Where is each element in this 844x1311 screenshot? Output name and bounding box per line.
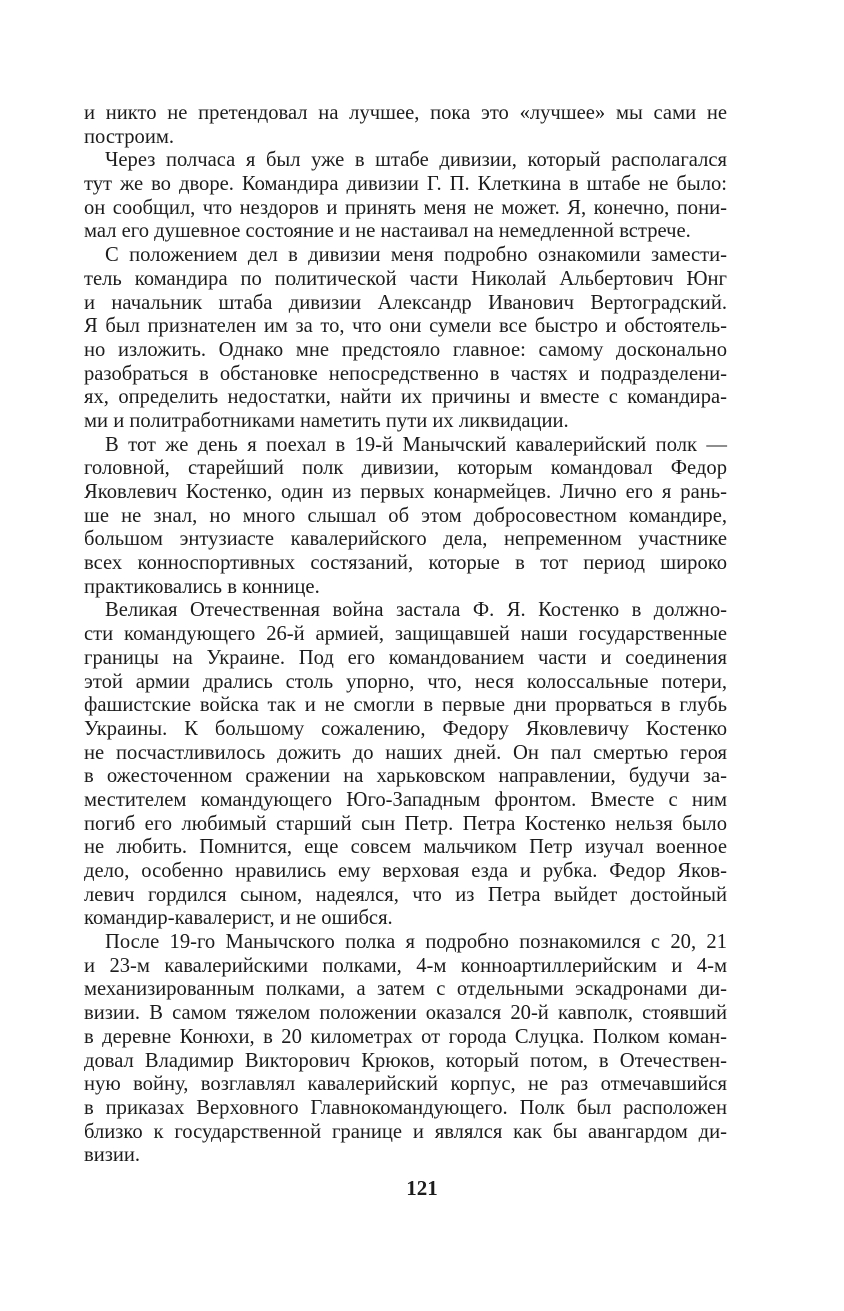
text-line: близко к государственной границе и являлся как бы авангардом ди- (84, 1120, 727, 1143)
paragraph-3 (84, 244, 727, 434)
text-line: Через полчаса я был уже в штабе дивизии, который располагался (105, 149, 727, 172)
paragraph-4 (84, 434, 727, 600)
paragraph-6 (84, 931, 727, 1168)
text-line: в ожесточенном сражении на харьковском направлении, будучи за- (84, 765, 727, 788)
text-line: и начальник штаба дивизии Александр Иванович Вертоградский. (84, 291, 727, 314)
text-line: построим. (84, 125, 175, 148)
text-line: он сообщил, что нездоров и принять меня не может. Я, конечно, пони- (84, 196, 727, 219)
text-line: тут же во дворе. Командира дивизии Г. П. Клеткина в штабе не было: (84, 173, 727, 196)
text-line: но изложить. Однако мне предстояло главное: самому досконально (84, 338, 727, 361)
text-line: этой армии дрались столь упорно, что, неся колоссальные потери, (84, 670, 727, 693)
text-line: практиковались в коннице. (84, 575, 320, 598)
text-line: фашистские войска так и не смогли в первые дни прорваться в глубь (84, 694, 727, 717)
text-line: головной, старейший полк дивизии, которым командовал Федор (84, 457, 727, 480)
text-line: мал его душевное состояние и не настаивал на немедленной встрече. (84, 220, 691, 243)
text-line: границы на Украине. Под его командованием части и соединения (84, 646, 727, 669)
text-line: После 19-го Манычского полка я подробно познакомился с 20, 21 (105, 931, 727, 954)
text-line: сти командующего 26-й армией, защищавшей наши государственные (84, 623, 727, 646)
text-line: всех конноспортивных состязаний, которые в тот период широко (84, 552, 727, 575)
text-line: большом энтузиасте кавалерийского дела, непременном участнике (84, 528, 727, 551)
page-body (84, 102, 727, 1168)
text-line: В тот же день я поехал в 19-й Манычский кавалерийский полк — (105, 433, 727, 456)
text-line: командир-кавалерист, и не ошибся. (84, 907, 393, 930)
paragraph-1 (84, 102, 727, 149)
text-line: в приказах Верховного Главнокомандующего. Полк был расположен (84, 1096, 727, 1119)
text-line: ше не знал, но много слышал об этом добросовестном командире, (84, 504, 727, 527)
paragraph-5 (84, 599, 727, 931)
page-number: 121 (406, 1176, 438, 1200)
text-line: не любить. Помнится, еще совсем мальчиком Петр изучал военное (84, 836, 727, 859)
text-line: Яковлевич Костенко, один из первых конармейцев. Лично его я рань- (84, 481, 727, 503)
text-line: разобраться в обстановке непосредственно в частях и подразделени- (84, 362, 727, 385)
text-line: довал Владимир Викторович Крюков, который потом, в Отечествен- (84, 1049, 727, 1072)
text-line: местителем командующего Юго-Западным фронтом. Вместе с ним (84, 788, 727, 811)
text-line: ную войну, возглавлял кавалерийский корпус, не раз отмечавшийся (84, 1073, 727, 1096)
text-line: С положением дел в дивизии меня подробно ознакомили замести- (105, 244, 727, 267)
text-line: дело, особенно нравились ему верховая езда и рубка. Федор Яков- (84, 860, 727, 882)
text-line: тель командира по политической части Николай Альбертович Юнг (84, 267, 727, 290)
text-line: Великая Отечественная война застала Ф. Я. Костенко в должно- (105, 599, 727, 622)
text-line: ми и политработниками наметить пути их ликвидации. (84, 409, 569, 432)
text-line: и никто не претендовал на лучшее, пока это «лучшее» мы сами не (84, 102, 727, 124)
text-line: Я был признателен им за то, что они сумели все быстро и обстоятель- (84, 315, 727, 338)
text-line: механизированным полками, а затем с отдельными эскадронами ди- (84, 978, 727, 1001)
text-line: ях, определить недостатки, найти их причины и вместе с командира- (84, 386, 727, 409)
text-line: Украины. К большому сожалению, Федору Яковлевичу Костенко (84, 717, 727, 740)
text-line: визии. (84, 1144, 141, 1167)
text-line: визии. В самом тяжелом положении оказался 20-й кавполк, стоявший (84, 1002, 727, 1025)
text-line: левич гордился сыном, надеялся, что из Петра выйдет достойный (84, 883, 727, 906)
text-line: и 23-м кавалерийскими полками, 4-м конноартиллерийским и 4-м (84, 954, 727, 977)
text-line: не посчастливилось дожить до наших дней. Он пал смертью героя (84, 741, 727, 764)
text-line: погиб его любимый старший сын Петр. Петра Костенко нельзя было (84, 812, 727, 835)
text-line: в деревне Конюхи, в 20 километрах от города Слуцка. Полком коман- (84, 1025, 727, 1048)
paragraph-2 (84, 149, 727, 244)
